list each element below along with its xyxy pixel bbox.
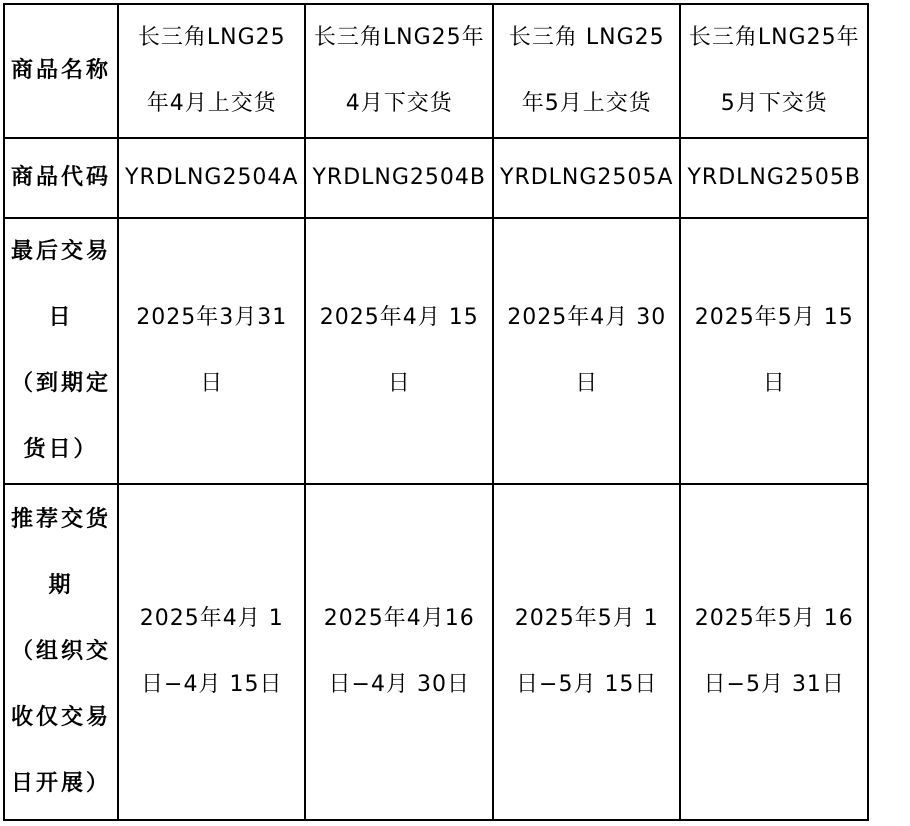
cell-last-trading-day-2505b <box>680 218 868 484</box>
row-header-product-code <box>4 138 118 218</box>
cell-line: YRDLNG2504B <box>312 165 486 190</box>
cell-line: 2025年5月 15 <box>694 305 854 330</box>
cell-delivery-period-2505a <box>493 484 680 820</box>
cell-product-name-2504a <box>118 4 305 138</box>
header-line: 商品代码 <box>11 165 112 190</box>
cell-last-trading-day-2505a <box>493 218 680 484</box>
header-line: （到期定 <box>11 371 112 396</box>
cell-line: 2025年5月 16 <box>694 606 854 631</box>
cell-line: 2025年4月16 <box>323 606 475 631</box>
cell-line: YRDLNG2505A <box>500 165 674 190</box>
header-line: 推荐交货 <box>11 507 112 532</box>
cell-line: 日 <box>200 371 224 396</box>
cell-line: 2025年4月 30 <box>507 305 667 330</box>
cell-line: 年5月上交货 <box>521 91 652 116</box>
row-header-product-name <box>4 4 118 138</box>
header-line: 日开展） <box>11 771 112 796</box>
cell-product-code-2504b <box>305 138 493 218</box>
header-line: 商品名称 <box>11 58 112 83</box>
cell-product-code-2505a <box>493 138 680 218</box>
row-header-last-trading-day <box>4 218 118 484</box>
header-line: 日 <box>48 305 74 330</box>
cell-line: 日 <box>575 371 599 396</box>
cell-line: 长三角LNG25 <box>137 25 286 50</box>
cell-last-trading-day-2504b <box>305 218 493 484</box>
row-product-code <box>4 138 868 218</box>
cell-delivery-period-2504b <box>305 484 493 820</box>
cell-product-name-2505b <box>680 4 868 138</box>
row-header-recommended-delivery-period <box>4 484 118 820</box>
cell-line: 日 <box>762 371 786 396</box>
header-line: 最后交易 <box>11 239 112 264</box>
row-product-name <box>4 4 868 138</box>
cell-line: 2025年5月 1 <box>514 606 659 631</box>
cell-line: 长三角LNG25年 <box>313 25 485 50</box>
cell-line: 日 <box>387 371 411 396</box>
cell-line: 日−4月 30日 <box>328 672 470 697</box>
header-line: 收仅交易 <box>11 705 112 730</box>
cell-last-trading-day-2504a <box>118 218 305 484</box>
cell-line: 日−5月 31日 <box>703 672 845 697</box>
cell-line: YRDLNG2504A <box>125 165 299 190</box>
row-recommended-delivery-period <box>4 484 868 820</box>
lng-contract-spec-table <box>3 3 869 821</box>
cell-line: 2025年3月31 <box>136 305 288 330</box>
cell-line: 2025年4月 1 <box>139 606 284 631</box>
cell-line: 长三角LNG25年 <box>688 25 860 50</box>
cell-line: 日−5月 15日 <box>516 672 658 697</box>
cell-delivery-period-2504a <box>118 484 305 820</box>
cell-delivery-period-2505b <box>680 484 868 820</box>
cell-product-code-2504a <box>118 138 305 218</box>
cell-line: 年4月上交货 <box>146 91 277 116</box>
header-line: 期 <box>48 573 74 598</box>
row-last-trading-day <box>4 218 868 484</box>
cell-line: YRDLNG2505B <box>687 165 861 190</box>
cell-line: 2025年4月 15 <box>319 305 479 330</box>
cell-product-name-2505a <box>493 4 680 138</box>
cell-product-code-2505b <box>680 138 868 218</box>
cell-product-name-2504b <box>305 4 493 138</box>
cell-line: 5月下交货 <box>720 91 828 116</box>
cell-line: 长三角 LNG25 <box>508 25 665 50</box>
cell-line: 4月下交货 <box>345 91 453 116</box>
cell-line: 日−4月 15日 <box>141 672 283 697</box>
header-line: （组织交 <box>11 639 112 664</box>
header-line: 货日） <box>23 437 99 462</box>
